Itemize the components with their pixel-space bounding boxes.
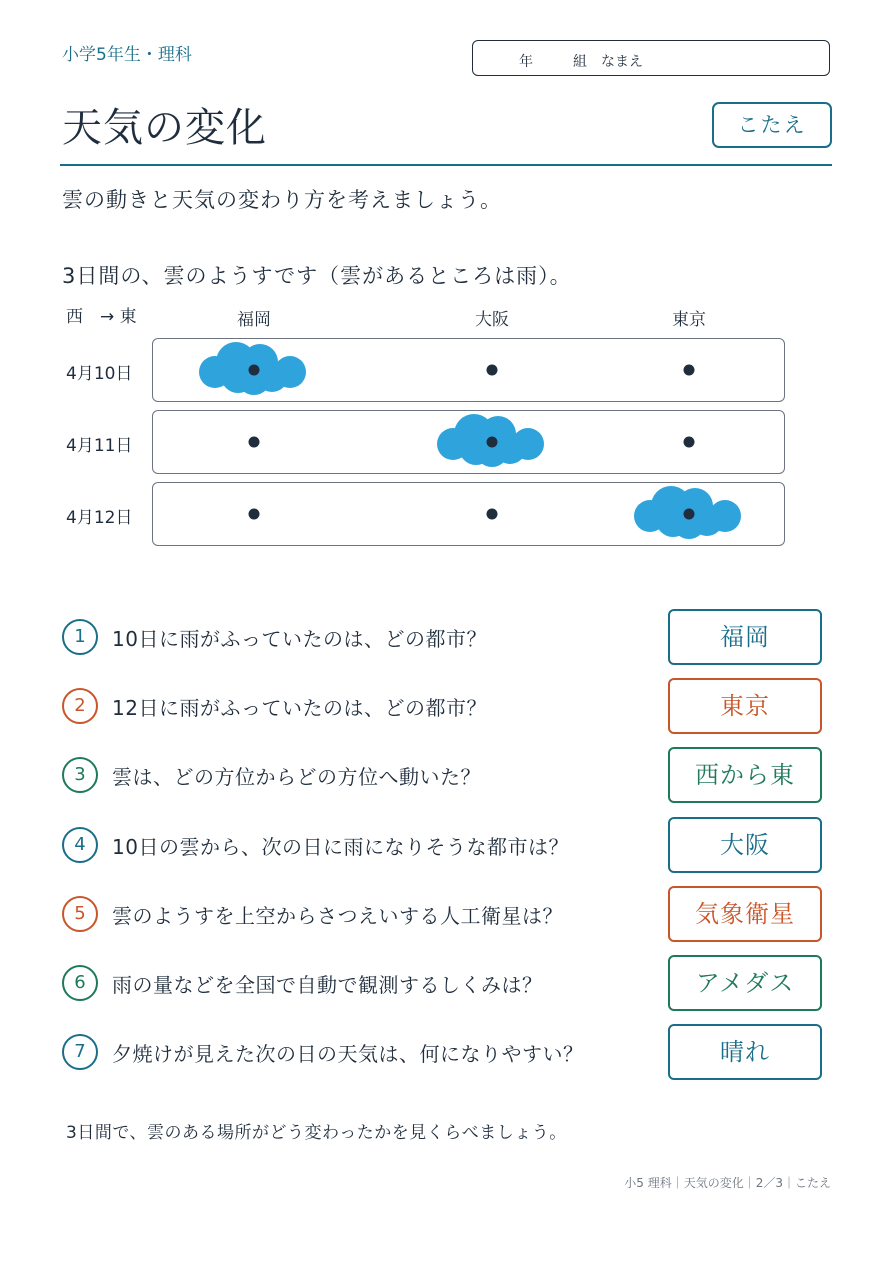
name-year-label: 年	[519, 54, 533, 70]
intro-text: 雲の動きと天気の変わり方を考えましょう。	[62, 188, 502, 212]
city-dot	[487, 437, 498, 448]
answer-box: 晴れ	[668, 1024, 822, 1080]
answer-box: 東京	[668, 678, 822, 734]
question-number: 6	[62, 965, 98, 1001]
question-text: 雨の量などを全国で自動で観測するしくみは？	[112, 973, 543, 997]
day-label: 4月10日	[66, 364, 133, 384]
city-dot	[684, 437, 695, 448]
page-footer: 小5 理科｜天気の変化｜2／3｜こたえ	[624, 1176, 831, 1190]
name-class-label: 組	[573, 54, 587, 70]
city-dot	[487, 509, 498, 520]
answer-box: 福岡	[668, 609, 822, 665]
title-divider	[60, 164, 832, 166]
question-text: 夕焼けが見えた次の日の天気は、何になりやすい？	[112, 1042, 584, 1066]
day-label: 4月11日	[66, 436, 133, 456]
question-number: 1	[62, 619, 98, 655]
question-text: 10日に雨がふっていたのは、どの都市？	[112, 627, 487, 651]
name-field[interactable]	[472, 40, 830, 76]
question-number: 2	[62, 688, 98, 724]
question-text: 雲のようすを上空からさつえいする人工衛星は？	[112, 904, 563, 928]
question-text: 10日の雲から、次の日に雨になりそうな都市は？	[112, 835, 569, 859]
city-dot	[249, 365, 260, 376]
city-label-fukuoka: 福岡	[237, 310, 271, 330]
city-dot	[684, 365, 695, 376]
city-dot	[487, 365, 498, 376]
answer-box: 西から東	[668, 747, 822, 803]
answer-badge: こたえ	[712, 102, 832, 148]
answer-box: アメダス	[668, 955, 822, 1011]
city-dot	[684, 509, 695, 520]
question-number: 4	[62, 827, 98, 863]
city-dot	[249, 437, 260, 448]
name-label: なまえ	[601, 54, 643, 70]
answer-box: 気象衛星	[668, 886, 822, 942]
footer-note: 3日間で、雲のある場所がどう変わったかを見くらべましょう。	[66, 1123, 567, 1143]
question-number: 5	[62, 896, 98, 932]
question-number: 7	[62, 1034, 98, 1070]
answer-box: 大阪	[668, 817, 822, 873]
day-label: 4月12日	[66, 508, 133, 528]
city-dot	[249, 509, 260, 520]
grade-label: 小学5年生・理科	[62, 45, 192, 65]
city-label-osaka: 大阪	[475, 310, 509, 330]
question-text: 12日に雨がふっていたのは、どの都市？	[112, 696, 487, 720]
direction-label: 西 → 東	[66, 307, 137, 327]
page-title: 天気の変化	[62, 105, 267, 151]
city-label-tokyo: 東京	[672, 310, 706, 330]
question-number: 3	[62, 757, 98, 793]
question-text: 雲は、どの方位からどの方位へ動いた？	[112, 765, 481, 789]
diagram-subhead: 3日間の、雲のようすです（雲があるところは雨）。	[62, 264, 572, 288]
